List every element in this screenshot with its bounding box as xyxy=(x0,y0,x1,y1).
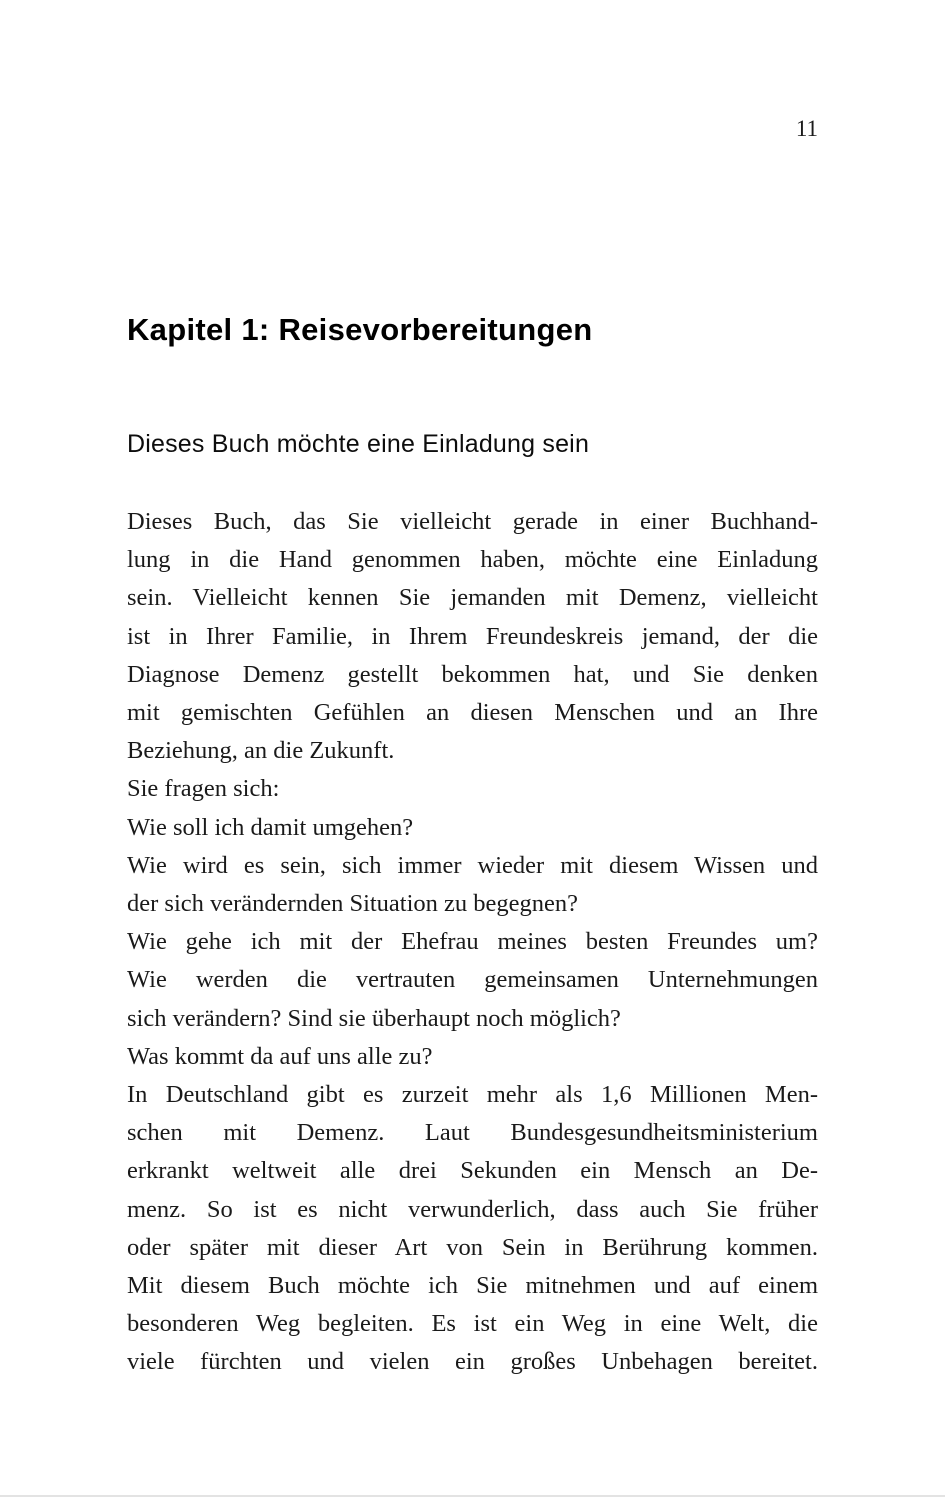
body-line: Diagnose Demenz gestellt bekommen hat, und Sie denken xyxy=(127,660,818,688)
body-line: mit gemischten Gefühlen an diesen Menschen und an Ihre xyxy=(127,699,818,727)
body-line: In Deutschland gibt es zurzeit mehr als 1,6 Millionen Men- xyxy=(127,1081,818,1109)
body-line: Wie werden die vertrauten gemeinsamen Unternehmungen xyxy=(127,966,818,994)
body-line: sein. Vielleicht kennen Sie jemanden mit Demenz, vielleicht xyxy=(127,584,818,612)
body-line: sich verändern? Sind sie überhaupt noch möglich? xyxy=(127,1004,621,1032)
body-line: lung in die Hand genommen haben, möchte eine Einladung xyxy=(127,546,818,574)
body-line: ist in Ihrer Familie, in Ihrem Freundeskreis jemand, der die xyxy=(127,622,818,650)
body-line: viele fürchten und vielen ein großes Unbehagen bereitet. xyxy=(127,1348,818,1376)
body-line: Was kommt da auf uns alle zu? xyxy=(127,1042,433,1070)
body-line: Wie wird es sein, sich immer wieder mit diesem Wissen und xyxy=(127,851,818,879)
body-line: Mit diesem Buch möchte ich Sie mitnehmen und auf einem xyxy=(127,1272,818,1300)
body-line: erkrankt weltweit alle drei Sekunden ein Mensch an De- xyxy=(127,1157,818,1185)
body-line: Beziehung, an die Zukunft. xyxy=(127,737,395,765)
body-line: menz. So ist es nicht verwunderlich, dass auch Sie früher xyxy=(127,1195,818,1223)
body-text xyxy=(127,503,818,1382)
chapter-heading: Kapitel 1: Reisevorbereitungen xyxy=(127,312,593,347)
body-line: besonderen Weg begleiten. Es ist ein Weg in eine Welt, die xyxy=(127,1310,818,1338)
body-line: der sich verändernden Situation zu begegnen? xyxy=(127,890,579,918)
body-line: Wie soll ich damit umgehen? xyxy=(127,813,414,841)
section-subheading: Dieses Buch möchte eine Einladung sein xyxy=(127,430,590,458)
body-line: Wie gehe ich mit der Ehefrau meines besten Freundes um? xyxy=(127,928,818,956)
body-line: Dieses Buch, das Sie vielleicht gerade in einer Buchhand- xyxy=(127,508,818,535)
page-number: 11 xyxy=(795,116,818,141)
body-line: oder später mit dieser Art von Sein in Berührung kommen. xyxy=(127,1233,818,1261)
body-line: Sie fragen sich: xyxy=(127,775,280,803)
body-line: schen mit Demenz. Laut Bundesgesundheitsministerium xyxy=(127,1119,818,1147)
